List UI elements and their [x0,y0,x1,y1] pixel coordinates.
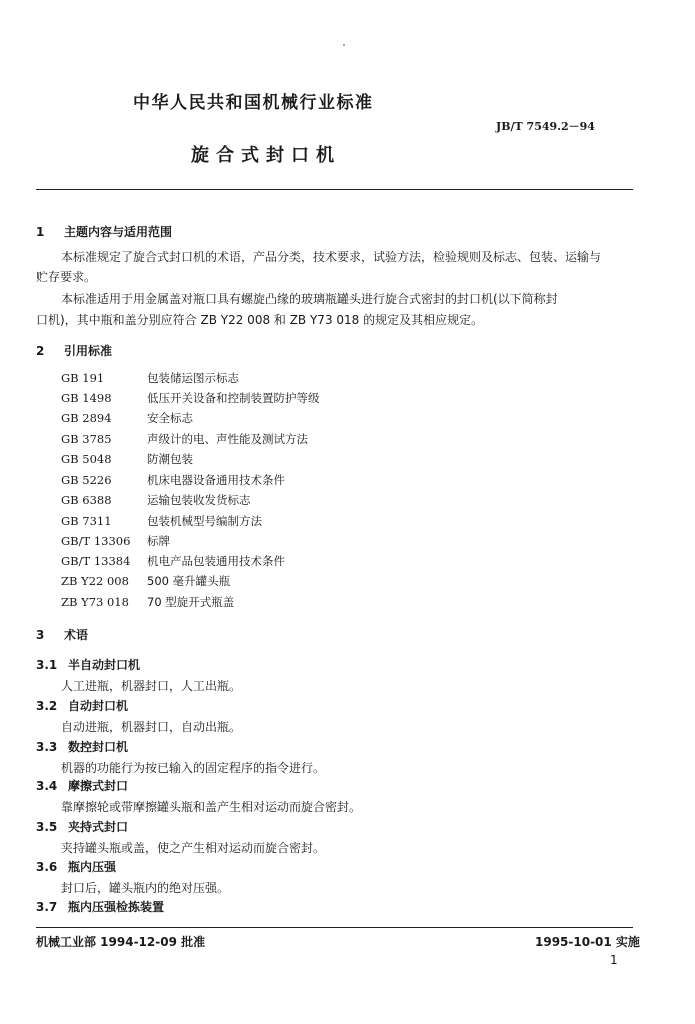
list-item [61,492,251,508]
paragraph-line: 贮存要求。 [36,270,97,284]
term-definition: 人工进瓶，机器封口，人工出瓶。 [61,679,242,693]
footer-divider [36,927,633,928]
list-item [61,390,320,406]
paragraph-line: 本标准规定了旋合式封口机的术语，产品分类，技术要求，试验方法，检验规则及标志、包装、运输与 [61,250,602,264]
list-item [61,553,285,569]
standard-code: JB/T 7549.2－94 [496,120,595,133]
section-heading-text: 引用标准 [64,344,113,358]
section-3-heading [36,626,88,643]
section-number: 1 [36,225,45,239]
reference-title: 70 型旋开式瓶盖 [147,595,235,609]
term-3-3: 3.3 数控封口机 [36,740,129,754]
reference-title: 机电产品包装通用技术条件 [147,554,285,568]
reference-code: ZB Y22 008 [61,574,129,588]
section-1-heading [36,223,172,240]
section-number: 3 [36,628,45,642]
term-definition: 机器的功能行为按已输入的固定程序的指令进行。 [61,761,326,775]
document-title: 旋合式封口机 [191,145,341,166]
scan-speck [343,44,345,46]
term-3-4: 3.4 摩擦式封口 [36,779,129,793]
header-divider [36,189,633,190]
page-number: 1 [610,953,618,967]
reference-title: 标牌 [147,534,170,548]
reference-code: GB 5048 [61,452,112,466]
term-3-6: 3.6 瓶内压强 [36,860,117,874]
term-3-1: 3.1 半自动封口机 [36,658,141,672]
paragraph-line: 口机)，其中瓶和盖分别应符合 ZB Y22 008 和 ZB Y73 018 的规定及其相应规定。 [36,313,484,327]
list-item [61,410,193,426]
list-item [61,472,285,488]
reference-title: 机床电器设备通用技术条件 [147,473,285,487]
term-definition: 夹持罐头瓶或盖，使之产生相对运动而旋合密封。 [61,841,326,855]
list-item [61,370,239,386]
term-definition: 靠摩擦轮或带摩擦罐头瓶和盖产生相对运动而旋合密封。 [61,800,362,814]
reference-code: GB/T 13306 [61,534,131,548]
reference-title: 防潮包装 [147,452,193,466]
term-definition: 自动进瓶，机器封口，自动出瓶。 [61,720,242,734]
reference-code: GB 5226 [61,473,112,487]
issuing-organization: 中华人民共和国机械行业标准 [133,93,374,113]
reference-title: 安全标志 [147,411,193,425]
reference-title: 低压开关设备和控制装置防护等级 [147,391,320,405]
reference-title: 声级计的电、声性能及测试方法 [147,432,308,446]
paragraph-line: 本标准适用于用金属盖对瓶口具有螺旋凸缘的玻璃瓶罐头进行旋合式密封的封口机(以下简称封 [61,292,558,306]
reference-code: GB 191 [61,371,105,385]
reference-title: 运输包装收发货标志 [147,493,251,507]
list-item [61,431,308,447]
list-item [61,513,262,529]
list-item [61,594,234,610]
reference-code: GB 3785 [61,432,112,446]
list-item [61,533,170,549]
reference-code: GB 7311 [61,514,112,528]
term-3-5: 3.5 夹持式封口 [36,820,129,834]
term-definition: 封口后，罐头瓶内的绝对压强。 [61,881,230,895]
term-3-2: 3.2 自动封口机 [36,699,129,713]
approval-date: 机械工业部 1994-12-09 批准 [36,935,206,949]
section-heading-text: 术语 [64,628,89,642]
implementation-date: 1995-10-01 实施 [535,935,640,949]
section-number: 2 [36,344,45,358]
reference-code: GB 2894 [61,411,112,425]
section-2-heading [36,342,112,359]
list-item [61,573,230,589]
section-heading-text: 主题内容与适用范围 [64,225,173,239]
list-item [61,451,193,467]
reference-code: ZB Y73 018 [61,595,129,609]
reference-title: 包装储运图示标志 [147,371,239,385]
reference-code: GB/T 13384 [61,554,131,568]
term-3-7: 3.7 瓶内压强检拣装置 [36,900,165,914]
reference-title: 包装机械型号编制方法 [147,514,262,528]
reference-title: 500 毫升罐头瓶 [147,574,231,588]
reference-code: GB 6388 [61,493,112,507]
reference-code: GB 1498 [61,391,112,405]
